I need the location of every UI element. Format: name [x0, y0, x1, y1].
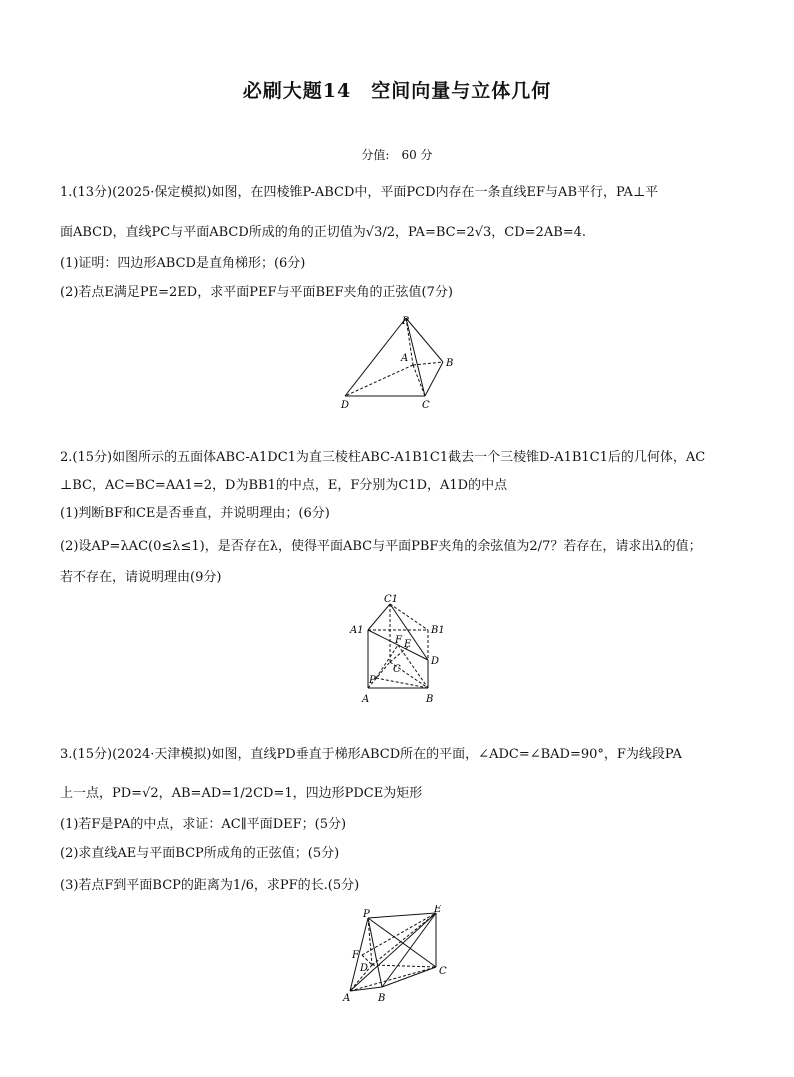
problem-3-line-2: 上一点，PD=√2，AB=AD=1/2CD=1，四边形PDCE为矩形: [60, 786, 423, 801]
problem-2-part-2-cont: 若不存在，请说明理由(9分): [60, 570, 222, 585]
figure-trapezoid-solid: [340, 905, 455, 1010]
problem-3-part-2: (2)求直线AE与平面BCP所成角的正弦值；(5分): [60, 846, 340, 861]
score-line: 分值: 60 分: [361, 148, 433, 162]
label-a: A: [362, 694, 370, 705]
problem-1-part-1: (1)证明：四边形ABCD是直角梯形；(6分): [60, 256, 306, 271]
figure-pyramid-pabcd: [335, 312, 470, 412]
figure-pentahedron: [348, 592, 448, 707]
problem-2-part-1: (1)判断BF和CE是否垂直，并说明理由；(6分): [60, 506, 330, 521]
problem-3-part-3: (3)若点F到平面BCP的距离为1/6，求PF的长.(5分): [60, 878, 360, 893]
label-c: C: [439, 966, 447, 977]
label-a: A: [343, 993, 351, 1004]
label-a: A: [401, 353, 409, 364]
label-c: C: [422, 400, 430, 411]
label-e: E: [434, 905, 442, 915]
problem-2-part-2: (2)设AP=λAC(0≤λ≤1)，是否存在λ，使得平面ABC与平面PBF夹角的余弦值为2/7？若存在，请求出λ的值；: [60, 539, 702, 554]
label-b1: B1: [431, 625, 445, 636]
label-f: F: [395, 635, 402, 646]
problem-2-line-1: 2.(15分)如图所示的五面体ABC-A1DC1为直三棱柱ABC-A1B1C1截去一个三棱锥D-A1B1C1后的几何体，AC: [60, 450, 706, 465]
label-d: D: [341, 400, 350, 411]
label-p: P: [363, 909, 370, 920]
label-p: P: [369, 675, 376, 686]
label-f: F: [352, 950, 359, 961]
label-e: E: [404, 639, 412, 650]
label-a1: A1: [350, 625, 364, 636]
label-b: B: [446, 358, 454, 369]
label-p: P: [402, 316, 409, 327]
label-d: D: [431, 656, 440, 667]
label-c: C: [393, 664, 401, 675]
label-d: D: [360, 963, 369, 974]
problem-3-line-1: 3.(15分)(2024·天津模拟)如图，直线PD垂直于梯形ABCD所在的平面，∠ADC=∠BAD=90°，F为线段PA: [60, 747, 682, 762]
page-title: 必刷大题14 空间向量与立体几何: [242, 80, 552, 102]
problem-1-line-1: 1.(13分)(2025·保定模拟)如图，在四棱锥P-ABCD中，平面PCD内存在一条直线EF与AB平行，PA⊥平: [60, 185, 659, 200]
label-c1: C1: [384, 594, 399, 605]
problem-2-line-2: ⊥BC，AC=BC=AA1=2，D为BB1的中点，E，F分别为C1D，A1D的中点: [60, 478, 508, 493]
problem-3-part-1: (1)若F是PA的中点，求证：AC∥平面DEF；(5分): [60, 817, 347, 832]
label-b: B: [426, 694, 434, 705]
label-b: B: [378, 993, 386, 1004]
problem-1-part-2: (2)若点E满足PE=2ED，求平面PEF与平面BEF夹角的正弦值(7分): [60, 285, 453, 300]
problem-1-line-2: 面ABCD，直线PC与平面ABCD所成的角的正切值为√3/2，PA=BC=2√3，CD=2AB=4.: [60, 225, 587, 240]
